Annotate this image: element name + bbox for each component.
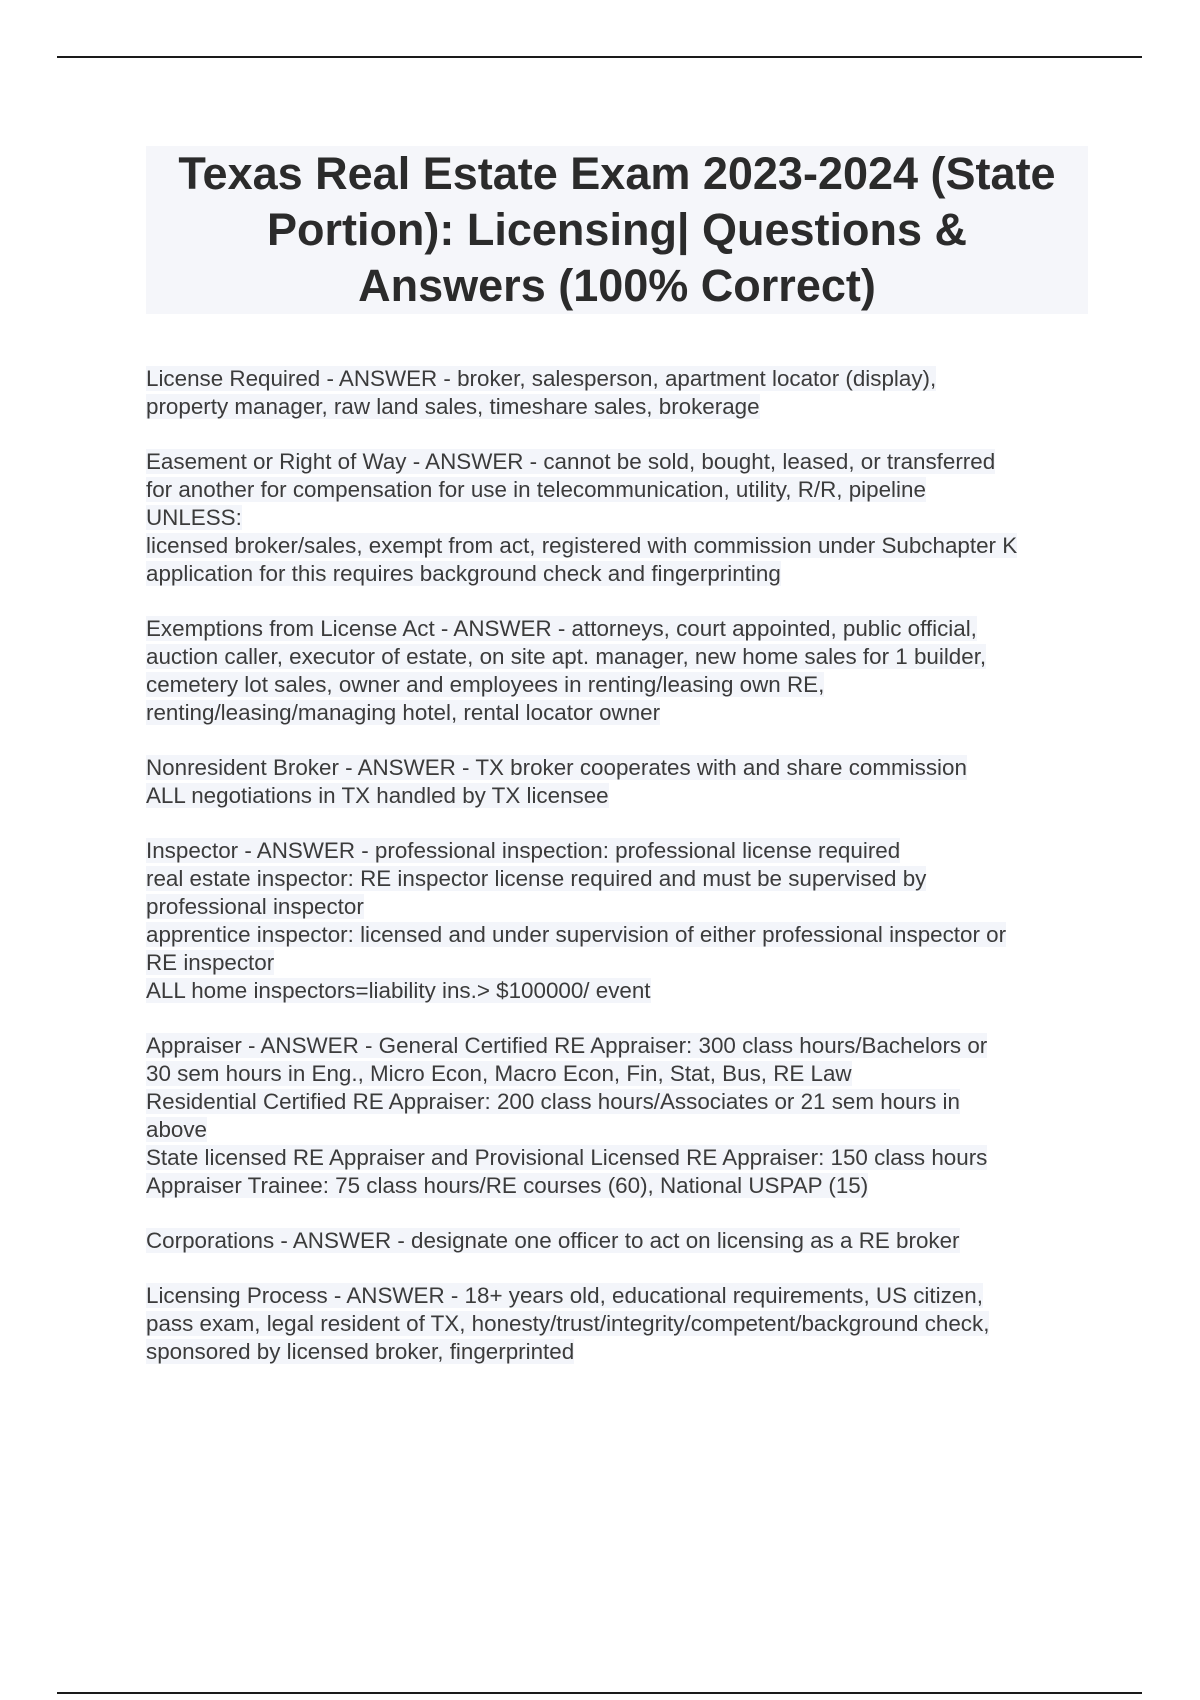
qa-line-text: ALL home inspectors=liability ins.> $100000/ event (146, 978, 651, 1003)
qa-line-text: Licensing Process - ANSWER - 18+ years old, educational requirements, US citizen, (146, 1283, 983, 1308)
title-banner (146, 146, 1088, 314)
qa-line (146, 1032, 1096, 1060)
qa-line-text: application for this requires background check and fingerprinting (146, 561, 781, 586)
top-rule (57, 56, 1142, 58)
qa-entry-inspector (146, 837, 1096, 1005)
qa-line (146, 1310, 1096, 1338)
qa-line (146, 1088, 1096, 1116)
qa-line (146, 1172, 1096, 1200)
qa-entry-corporations (146, 1227, 1096, 1255)
qa-line-text: Residential Certified RE Appraiser: 200 class hours/Associates or 21 sem hours in (146, 1089, 960, 1114)
qa-line (146, 977, 1096, 1005)
qa-line (146, 865, 1096, 893)
qa-line-text: cemetery lot sales, owner and employees in renting/leasing own RE, (146, 672, 825, 697)
qa-line (146, 532, 1096, 560)
qa-line (146, 1144, 1096, 1172)
qa-line (146, 448, 1096, 476)
qa-line (146, 921, 1096, 949)
qa-line-text: auction caller, executor of estate, on site apt. manager, new home sales for 1 builder, (146, 644, 987, 669)
qa-list (146, 365, 1096, 1393)
qa-line-text: for another for compensation for use in telecommunication, utility, R/R, pipeline (146, 477, 926, 502)
qa-entry-license-required (146, 365, 1096, 421)
qa-line-text: UNLESS: (146, 505, 242, 530)
document-title: Texas Real Estate Exam 2023-2024 (State Portion): Licensing| Questions & Answers (100% Correct) (178, 148, 1056, 311)
qa-line-text: Easement or Right of Way - ANSWER - cannot be sold, bought, leased, or transferred (146, 449, 996, 474)
qa-line-text: apprentice inspector: licensed and under supervision of either professional inspector or (146, 922, 1007, 947)
qa-line-text: State licensed RE Appraiser and Provisional Licensed RE Appraiser: 150 class hours (146, 1145, 988, 1170)
qa-line (146, 504, 1096, 532)
qa-line (146, 1060, 1096, 1088)
qa-line-text: 30 sem hours in Eng., Micro Econ, Macro Econ, Fin, Stat, Bus, RE Law (146, 1061, 852, 1086)
qa-entry-appraiser (146, 1032, 1096, 1200)
qa-line (146, 837, 1096, 865)
qa-line-text: above (146, 1117, 208, 1142)
qa-line-text: professional inspector (146, 894, 364, 919)
qa-line-text: Appraiser - ANSWER - General Certified RE Appraiser: 300 class hours/Bachelors or (146, 1033, 988, 1058)
qa-line (146, 754, 1096, 782)
qa-line (146, 949, 1096, 977)
qa-line (146, 476, 1096, 504)
qa-line (146, 893, 1096, 921)
qa-line (146, 699, 1096, 727)
qa-line-text: property manager, raw land sales, timeshare sales, brokerage (146, 394, 760, 419)
qa-line (146, 782, 1096, 810)
qa-entry-licensing-process (146, 1282, 1096, 1366)
qa-line (146, 671, 1096, 699)
qa-entry-easement-or-right-of-way (146, 448, 1096, 588)
qa-line (146, 615, 1096, 643)
qa-line-text: Appraiser Trainee: 75 class hours/RE courses (60), National USPAP (15) (146, 1173, 869, 1198)
qa-line (146, 560, 1096, 588)
qa-line (146, 1227, 1096, 1255)
qa-line (146, 365, 1096, 393)
qa-line (146, 1282, 1096, 1310)
qa-line-text: RE inspector (146, 950, 275, 975)
qa-line-text: License Required - ANSWER - broker, salesperson, apartment locator (display), (146, 366, 937, 391)
qa-line-text: Inspector - ANSWER - professional inspection: professional license required (146, 838, 901, 863)
qa-line-text: Corporations - ANSWER - designate one officer to act on licensing as a RE broker (146, 1228, 960, 1253)
qa-entry-nonresident-broker (146, 754, 1096, 810)
qa-line-text: real estate inspector: RE inspector license required and must be supervised by (146, 866, 927, 891)
qa-line (146, 1116, 1096, 1144)
bottom-rule (57, 1692, 1142, 1694)
qa-line (146, 393, 1096, 421)
qa-line-text: Nonresident Broker - ANSWER - TX broker cooperates with and share commission (146, 755, 967, 780)
qa-line-text: licensed broker/sales, exempt from act, registered with commission under Subchapter K (146, 533, 1018, 558)
qa-line (146, 643, 1096, 671)
qa-line-text: ALL negotiations in TX handled by TX licensee (146, 783, 609, 808)
qa-line-text: Exemptions from License Act - ANSWER - attorneys, court appointed, public official, (146, 616, 977, 641)
qa-line-text: pass exam, legal resident of TX, honesty/trust/integrity/competent/background check, (146, 1311, 990, 1336)
qa-line-text: sponsored by licensed broker, fingerprinted (146, 1339, 575, 1364)
qa-line-text: renting/leasing/managing hotel, rental locator owner (146, 700, 661, 725)
qa-line (146, 1338, 1096, 1366)
qa-entry-exemptions-from-license-act (146, 615, 1096, 727)
